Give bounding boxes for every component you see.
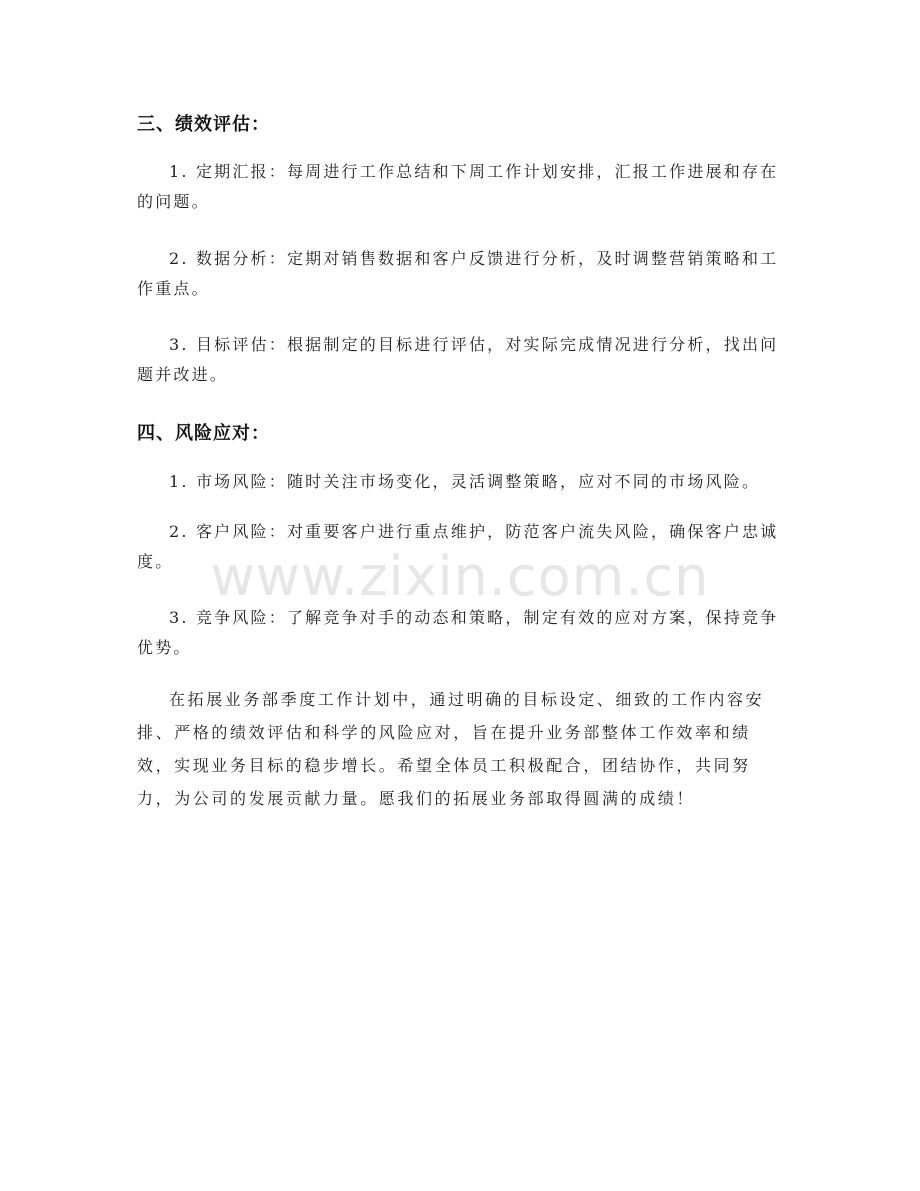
section-heading-risk-response: 四、风险应对： [137, 423, 270, 444]
list-item-market-risk: 1. 市场风险：随时关注市场变化，灵活调整策略，应对不同的市场风险。 [169, 472, 761, 491]
section-heading-performance-evaluation: 三、绩效评估： [137, 114, 270, 135]
watermark: www.zixin.com.cn [210, 545, 710, 608]
list-item-regular-reporting: 1. 定期汇报：每周进行工作总结和下周工作计划安排，汇报工作进展和存在的问题。 [137, 162, 779, 211]
list-item-data-analysis: 2. 数据分析：定期对销售数据和客户反馈进行分析，及时调整营销策略和工作重点。 [137, 249, 779, 298]
closing-paragraph: 在拓展业务部季度工作计划中，通过明确的目标设定、细致的工作内容安排、严格的绩效评估和科学的风险应对，旨在提升业务部整体工作效率和绩效，实现业务目标的稳步增长。希望全体员工积极配合，团结协作，共同努力，为公司的发展贡献力量。愿我们的拓展业务部取得圆满的成绩！ [137, 690, 765, 808]
list-item-competition-risk: 3. 竞争风险：了解竞争对手的动态和策略，制定有效的应对方案，保持竞争优势。 [137, 608, 779, 657]
list-item-goal-evaluation: 3. 目标评估：根据制定的目标进行评估，对实际完成情况进行分析，找出问题并改进。 [137, 335, 779, 384]
list-item-customer-risk: 2. 客户风险：对重要客户进行重点维护，防范客户流失风险，确保客户忠诚度。 [137, 522, 779, 571]
